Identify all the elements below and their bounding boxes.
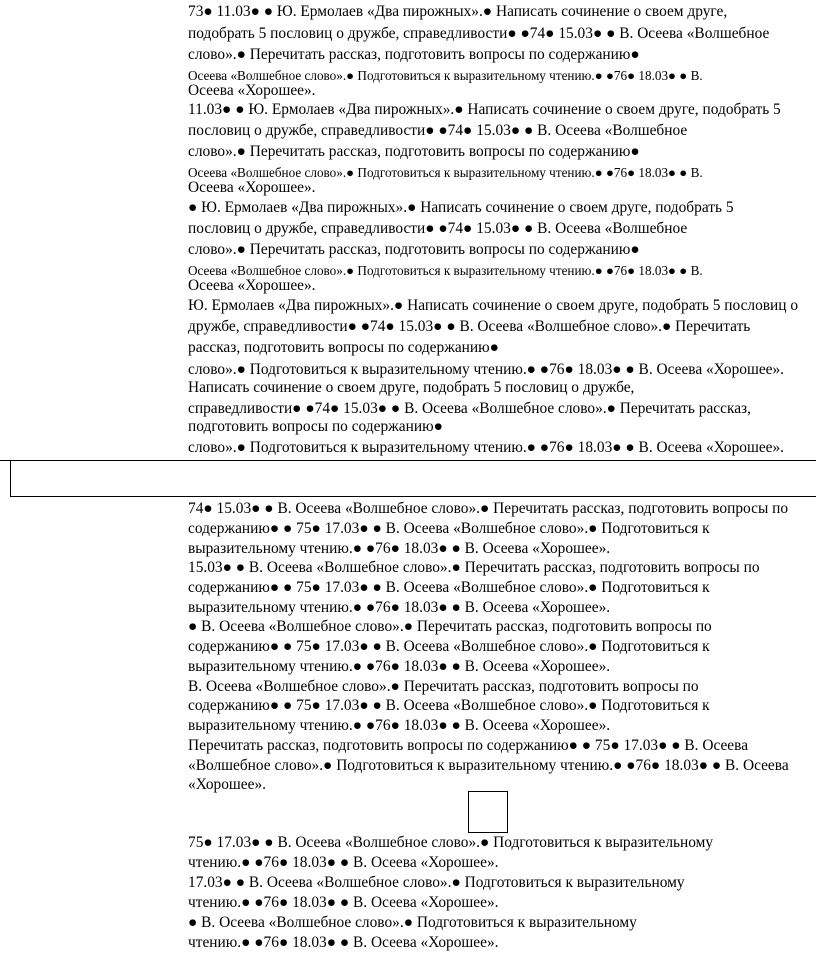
text-line: Написать сочинение о своем друге, подобрать 5 пословиц о дружбе, <box>188 379 635 396</box>
text-line: слово».● Перечитать рассказ, подготовить вопросы по содержанию● <box>188 241 640 258</box>
page-divider-bottom <box>10 496 816 497</box>
text-line: подобрать 5 пословиц о дружбе, справедливости● ●74● 15.03● ● В. Осеева «Волшебное <box>188 25 770 42</box>
text-line: «Волшебное слово».● Подготовиться к выразительному чтению.● ●76● 18.03● ● В. Осеева <box>188 757 789 774</box>
text-line: 73● 11.03● ● Ю. Ермолаев «Два пирожных».● Написать сочинение о своем друге, <box>188 3 728 20</box>
text-line: ● В. Осеева «Волшебное слово».● Перечитать рассказ, подготовить вопросы по <box>188 618 712 635</box>
text-line: Перечитать рассказ, подготовить вопросы по содержанию● ● 75● 17.03● ● В. Осеева <box>188 737 749 754</box>
text-line: выразительному чтению.● ●76● 18.03● ● В. Осеева «Хорошее». <box>188 540 611 557</box>
text-line: справедливости● ●74● 15.03● ● В. Осеева «Волшебное слово».● Перечитать рассказ, <box>188 400 751 417</box>
text-line: «Хорошее». <box>188 776 266 793</box>
text-line: слово».● Перечитать рассказ, подготовить вопросы по содержанию● <box>188 46 640 63</box>
text-line: содержанию● ● 75● 17.03● ● В. Осеева «Волшебное слово».● Подготовиться к <box>188 520 710 537</box>
text-line: рассказ, подготовить вопросы по содержанию● <box>188 339 499 356</box>
text-line: дружбе, справедливости● ●74● 15.03● ● В. Осеева «Волшебное слово».● Перечитать <box>188 318 751 335</box>
text-line: ● Ю. Ермолаев «Два пирожных».● Написать сочинение о своем друге, подобрать 5 <box>188 199 734 216</box>
text-line: пословиц о дружбе, справедливости● ●74● 15.03● ● В. Осеева «Волшебное <box>188 220 688 237</box>
text-line: пословиц о дружбе, справедливости● ●74● 15.03● ● В. Осеева «Волшебное <box>188 122 688 139</box>
text-line: В. Осеева «Волшебное слово».● Перечитать рассказ, подготовить вопросы по <box>188 678 699 695</box>
text-line: выразительному чтению.● ●76● 18.03● ● В. Осеева «Хорошее». <box>188 599 611 616</box>
text-line: 11.03● ● Ю. Ермолаев «Два пирожных».● Написать сочинение о своем друге, подобрать 5 <box>188 101 781 118</box>
text-line: подготовить вопросы по содержанию● <box>188 418 443 435</box>
text-line: выразительному чтению.● ●76● 18.03● ● В. Осеева «Хорошее». <box>188 658 611 675</box>
text-line: содержанию● ● 75● 17.03● ● В. Осеева «Волшебное слово».● Подготовиться к <box>188 579 710 596</box>
text-line: чтению.● ●76● 18.03● ● В. Осеева «Хорошее». <box>188 934 499 951</box>
text-line: слово».● Перечитать рассказ, подготовить вопросы по содержанию● <box>188 143 640 160</box>
text-line: Ю. Ермолаев «Два пирожных».● Написать сочинение о своем друге, подобрать 5 пословиц о <box>188 297 799 314</box>
text-line: ● В. Осеева «Волшебное слово».● Подготовиться к выразительному <box>188 914 637 931</box>
text-line: содержанию● ● 75● 17.03● ● В. Осеева «Волшебное слово».● Подготовиться к <box>188 697 710 714</box>
text-line: чтению.● ●76● 18.03● ● В. Осеева «Хорошее». <box>188 894 499 911</box>
text-line: Осеева «Хорошее». <box>188 82 316 99</box>
page-divider-top <box>0 460 816 461</box>
text-line: 75● 17.03● ● В. Осеева «Волшебное слово».● Подготовиться к выразительному <box>188 834 714 851</box>
text-line: содержанию● ● 75● 17.03● ● В. Осеева «Волшебное слово».● Подготовиться к <box>188 638 710 655</box>
text-line: 15.03● ● В. Осеева «Волшебное слово».● Перечитать рассказ, подготовить вопросы по <box>188 559 760 576</box>
text-line: Осеева «Хорошее». <box>188 277 316 294</box>
text-line: 74● 15.03● ● В. Осеева «Волшебное слово».● Перечитать рассказ, подготовить вопросы по <box>188 500 789 517</box>
empty-box <box>468 791 508 833</box>
text-line: Осеева «Хорошее». <box>188 179 316 196</box>
text-line: чтению.● ●76● 18.03● ● В. Осеева «Хорошее». <box>188 854 499 871</box>
page-margin-mark <box>10 460 11 496</box>
text-line: Осеева «Волшебное слово».● Подготовиться к выразительному чтению.● ●76● 18.03● ● В. <box>188 263 703 278</box>
text-line: Осеева «Волшебное слово».● Подготовиться к выразительному чтению.● ●76● 18.03● ● В. <box>188 165 703 180</box>
text-line: слово».● Подготовиться к выразительному чтению.● ●76● 18.03● ● В. Осеева «Хорошее». <box>188 361 785 378</box>
text-line: выразительному чтению.● ●76● 18.03● ● В. Осеева «Хорошее». <box>188 717 611 734</box>
text-line: 17.03● ● В. Осеева «Волшебное слово».● Подготовиться к выразительному <box>188 874 685 891</box>
text-line: слово».● Подготовиться к выразительному чтению.● ●76● 18.03● ● В. Осеева «Хорошее». <box>188 439 785 456</box>
text-line: Осеева «Волшебное слово».● Подготовиться к выразительному чтению.● ●76● 18.03● ● В. <box>188 68 703 83</box>
